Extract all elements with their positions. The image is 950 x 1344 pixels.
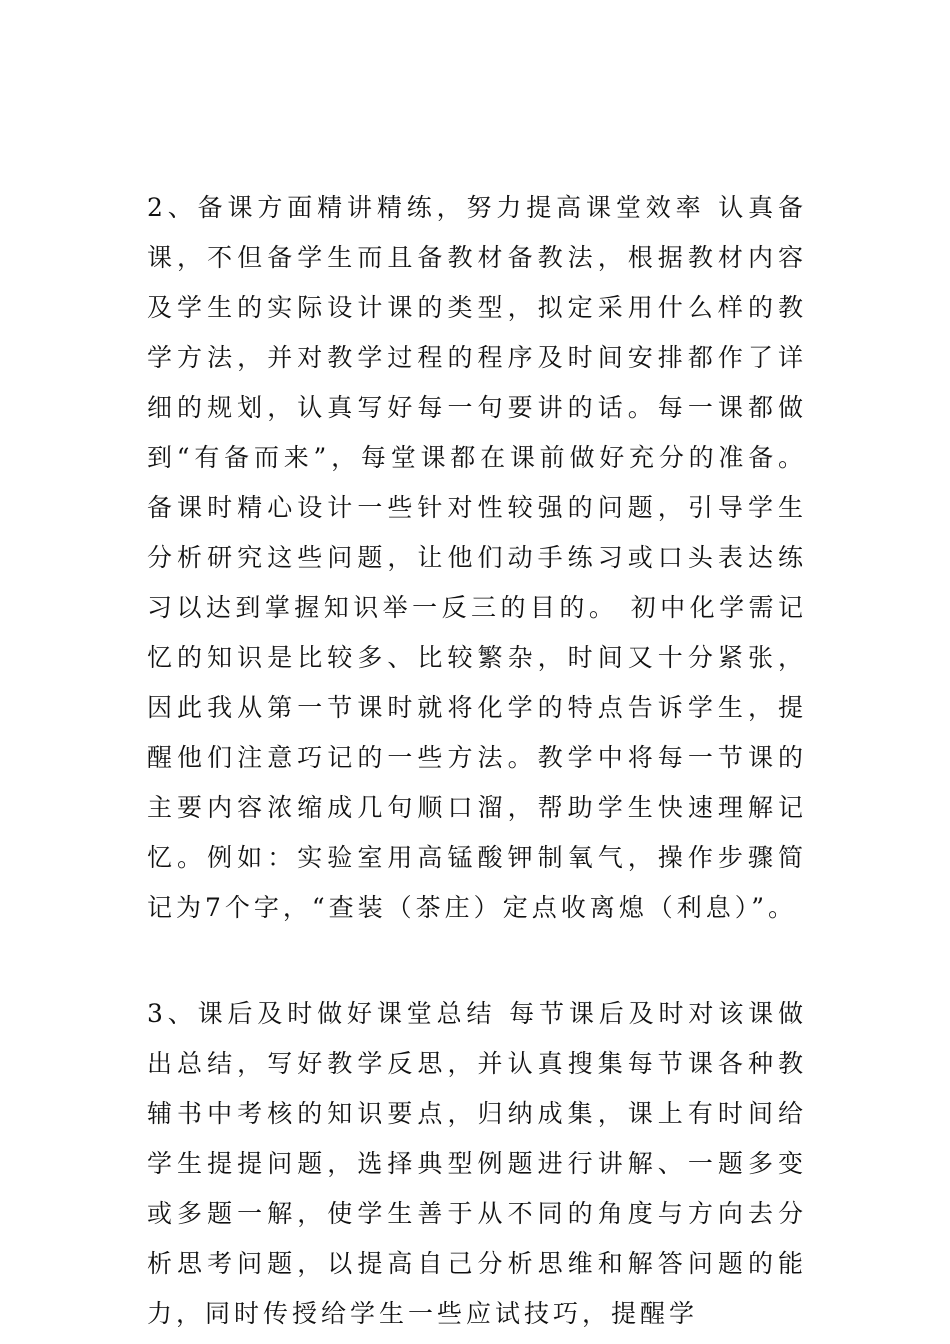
document-body: [147, 183, 807, 1339]
paragraph-lesson-preparation: 2、备课方面精讲精练，努力提高课堂效率 认真备课，不但备学生而且备教材备教法，根据教材内容及学生的实际设计课的类型，拟定采用什么样的教学方法，并对教学过程的程序及时间安排都作了详细的规划，认真写好每一句要讲的话。每一课都做到“有备而来”，每堂课都在课前做好充分的准备。 备课时精心设计一些针对性较强的问题，引导学生分析研究这些问题，让他们动手练习或口头表达练习以达到掌握知识举一反三的目的。 初中化学需记忆的知识是比较多、比较繁杂，时间又十分紧张，因此我从第一节课时就将化学的特点告诉学生，提醒他们注意巧记的一些方法。教学中将每一节课的主要内容浓缩成几句顺口溜，帮助学生快速理解记忆。例如：实验室用高锰酸钾制氧气，操作步骤简记为7个字，“查装（茶庄）定点收离熄（利息）”。: [147, 193, 807, 922]
paragraph-after-class-summary: 3、课后及时做好课堂总结 每节课后及时对该课做出总结，写好教学反思，并认真搜集每节课各种教辅书中考核的知识要点，归纳成集，课上有时间给学生提提问题，选择典型例题进行讲解、一题多变或多题一解，使学生善于从不同的角度与方向去分析思考问题，以提高自己分析思维和解答问题的能力，同时传授给学生一些应试技巧，提醒学: [147, 999, 807, 1328]
